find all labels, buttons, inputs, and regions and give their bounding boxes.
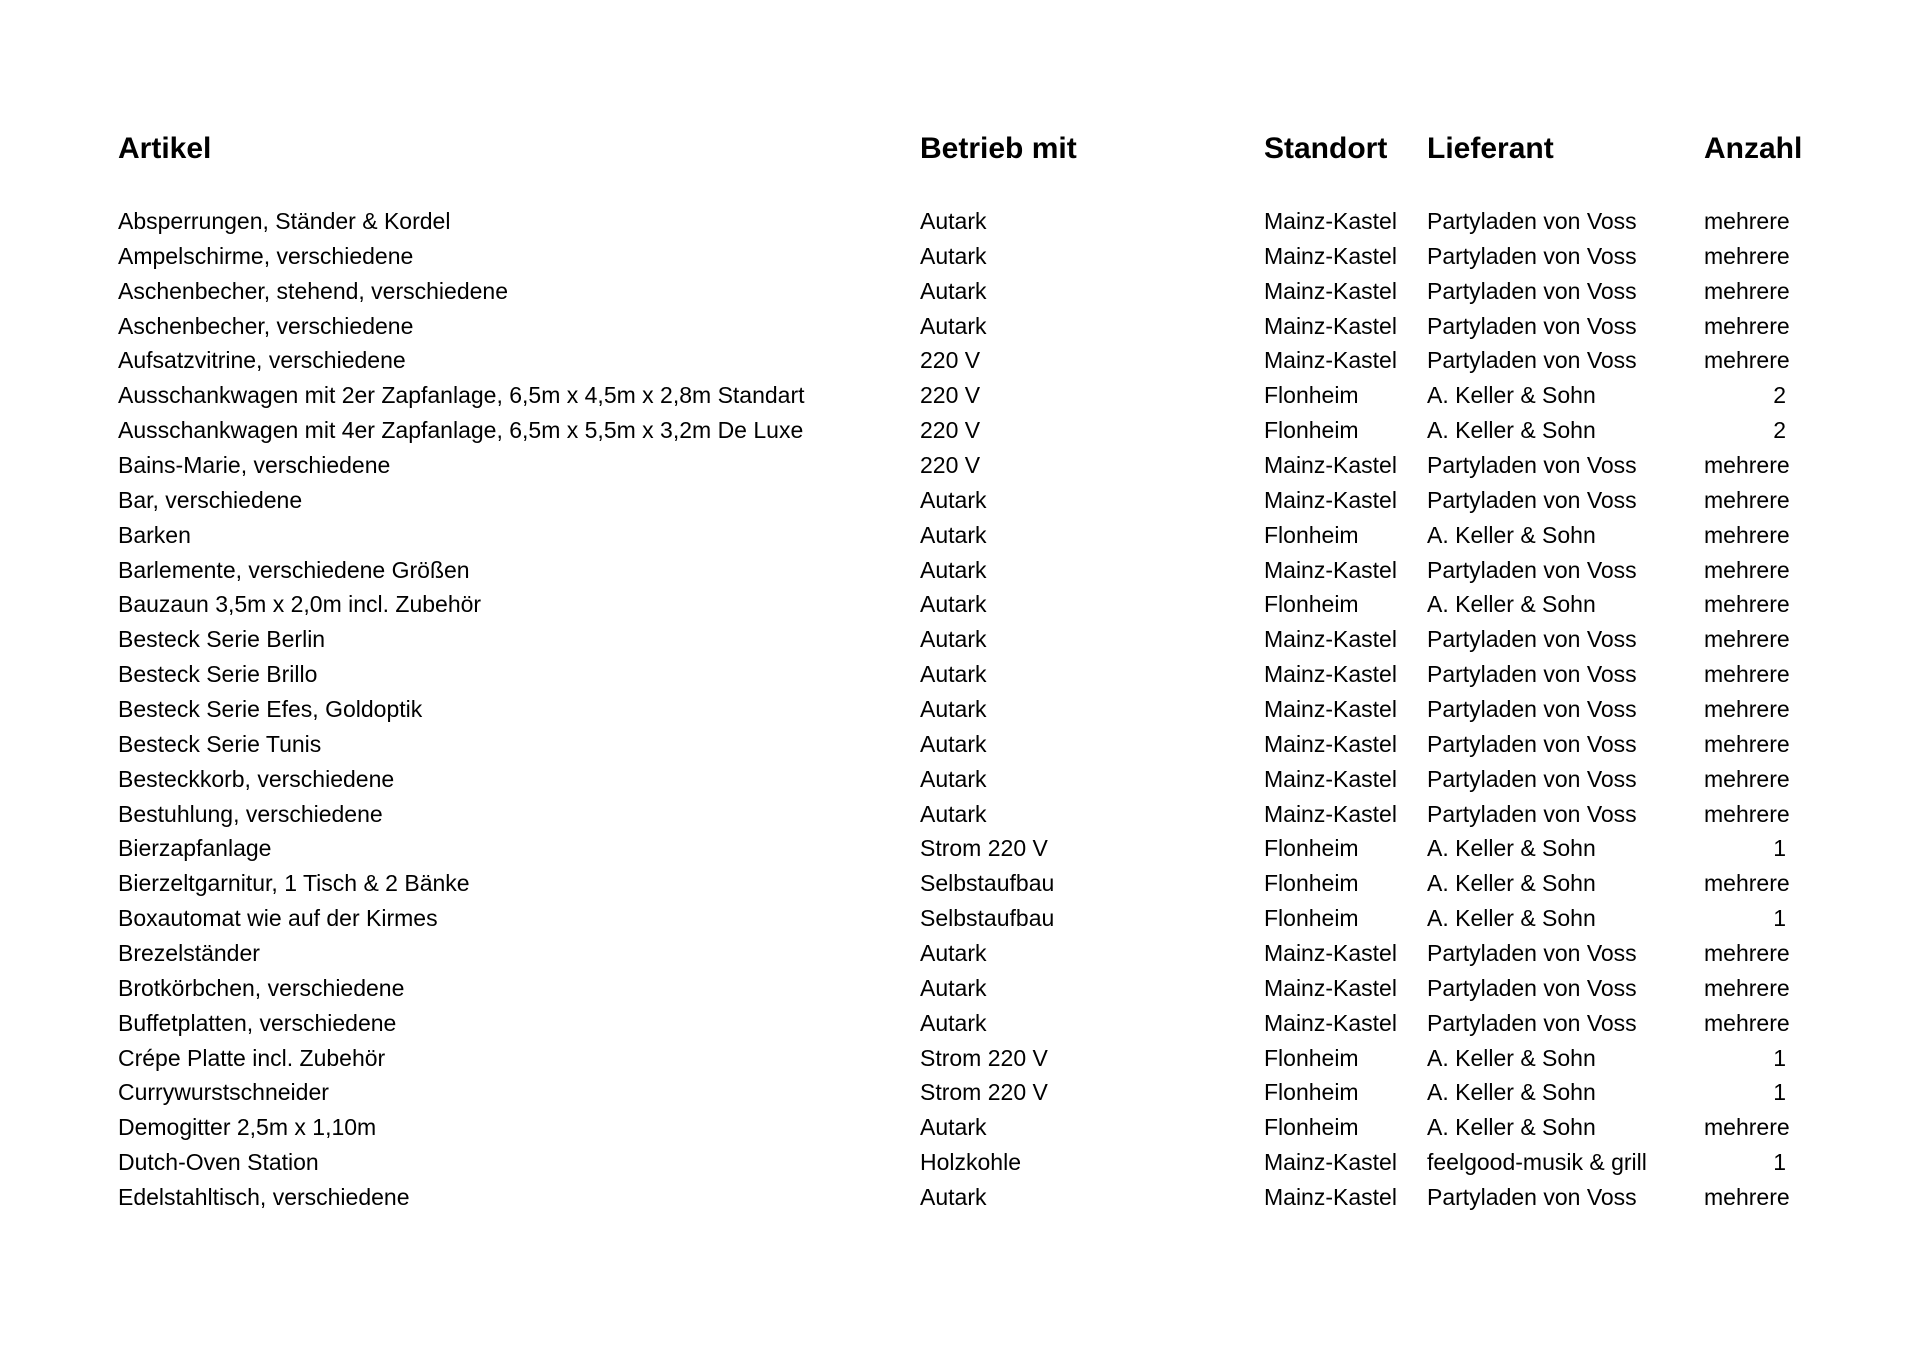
cell-standort: Mainz-Kastel bbox=[1264, 695, 1397, 722]
table-row bbox=[118, 1145, 1786, 1180]
cell-anzahl: mehrere bbox=[1704, 1114, 1790, 1141]
cell-betrieb-mit: Autark bbox=[920, 939, 987, 966]
cell-lieferant: A. Keller & Sohn bbox=[1427, 835, 1596, 862]
cell-standort: Mainz-Kastel bbox=[1264, 347, 1397, 374]
cell-standort: Mainz-Kastel bbox=[1264, 626, 1397, 653]
cell-standort: Mainz-Kastel bbox=[1264, 242, 1397, 269]
table-row bbox=[118, 1006, 1790, 1041]
cell-lieferant: Partyladen von Voss bbox=[1427, 486, 1637, 513]
cell-lieferant: feelgood-musik & grill bbox=[1427, 1149, 1647, 1176]
cell-betrieb-mit: Autark bbox=[920, 521, 987, 548]
cell-artikel: Dutch-Oven Station bbox=[118, 1149, 319, 1176]
cell-betrieb-mit: Selbstaufbau bbox=[920, 905, 1055, 932]
cell-lieferant: Partyladen von Voss bbox=[1427, 207, 1637, 234]
column-header-artikel: Artikel bbox=[118, 132, 212, 165]
cell-standort: Mainz-Kastel bbox=[1264, 765, 1397, 792]
cell-anzahl: mehrere bbox=[1704, 870, 1790, 897]
cell-betrieb-mit: 220 V bbox=[920, 382, 981, 409]
table-row bbox=[118, 553, 1790, 588]
table-row bbox=[118, 866, 1790, 901]
cell-lieferant: Partyladen von Voss bbox=[1427, 730, 1637, 757]
cell-lieferant: Partyladen von Voss bbox=[1427, 312, 1637, 339]
cell-betrieb-mit: Autark bbox=[920, 1183, 987, 1210]
cell-artikel: Besteck Serie Brillo bbox=[118, 661, 318, 688]
table-row bbox=[118, 1075, 1786, 1110]
cell-anzahl: 2 bbox=[1773, 417, 1786, 444]
cell-anzahl: mehrere bbox=[1704, 312, 1790, 339]
cell-lieferant: Partyladen von Voss bbox=[1427, 451, 1637, 478]
cell-anzahl: mehrere bbox=[1704, 486, 1790, 513]
cell-anzahl: mehrere bbox=[1704, 451, 1790, 478]
cell-lieferant: A. Keller & Sohn bbox=[1427, 417, 1596, 444]
table-row bbox=[118, 901, 1786, 936]
table-row bbox=[118, 448, 1790, 483]
cell-betrieb-mit: Holzkohle bbox=[920, 1149, 1021, 1176]
table-header bbox=[118, 126, 1803, 172]
table-row bbox=[118, 239, 1790, 274]
table-row bbox=[118, 274, 1790, 309]
cell-betrieb-mit: Autark bbox=[920, 207, 987, 234]
cell-artikel: Besteck Serie Tunis bbox=[118, 730, 322, 757]
cell-artikel: Besteckkorb, verschiedene bbox=[118, 765, 395, 792]
cell-betrieb-mit: Autark bbox=[920, 800, 987, 827]
cell-anzahl: mehrere bbox=[1704, 1009, 1790, 1036]
cell-artikel: Edelstahltisch, verschiedene bbox=[118, 1183, 410, 1210]
cell-lieferant: A. Keller & Sohn bbox=[1427, 382, 1596, 409]
cell-lieferant: A. Keller & Sohn bbox=[1427, 870, 1596, 897]
cell-betrieb-mit: Autark bbox=[920, 556, 987, 583]
cell-betrieb-mit: Autark bbox=[920, 765, 987, 792]
cell-lieferant: A. Keller & Sohn bbox=[1427, 1114, 1596, 1141]
cell-anzahl: 1 bbox=[1773, 1149, 1786, 1176]
column-header-anzahl: Anzahl bbox=[1704, 132, 1803, 165]
cell-artikel: Besteck Serie Efes, Goldoptik bbox=[118, 695, 423, 722]
cell-artikel: Aufsatzvitrine, verschiedene bbox=[118, 347, 406, 374]
cell-lieferant: Partyladen von Voss bbox=[1427, 626, 1637, 653]
cell-lieferant: Partyladen von Voss bbox=[1427, 800, 1637, 827]
cell-artikel: Brotkörbchen, verschiedene bbox=[118, 974, 405, 1001]
cell-standort: Mainz-Kastel bbox=[1264, 800, 1397, 827]
cell-artikel: Barlemente, verschiedene Größen bbox=[118, 556, 470, 583]
cell-betrieb-mit: Selbstaufbau bbox=[920, 870, 1055, 897]
cell-anzahl: mehrere bbox=[1704, 277, 1790, 304]
cell-betrieb-mit: Strom 220 V bbox=[920, 835, 1048, 862]
cell-artikel: Aschenbecher, stehend, verschiedene bbox=[118, 277, 508, 304]
table-body bbox=[118, 204, 1790, 1215]
cell-lieferant: Partyladen von Voss bbox=[1427, 1183, 1637, 1210]
cell-standort: Mainz-Kastel bbox=[1264, 556, 1397, 583]
cell-anzahl: 2 bbox=[1773, 382, 1786, 409]
cell-artikel: Bauzaun 3,5m x 2,0m incl. Zubehör bbox=[118, 591, 482, 618]
cell-anzahl: mehrere bbox=[1704, 730, 1790, 757]
cell-lieferant: A. Keller & Sohn bbox=[1427, 905, 1596, 932]
cell-artikel: Bierzeltgarnitur, 1 Tisch & 2 Bänke bbox=[118, 870, 470, 897]
cell-betrieb-mit: Autark bbox=[920, 974, 987, 1001]
cell-standort: Flonheim bbox=[1264, 417, 1359, 444]
table-row bbox=[118, 413, 1786, 448]
column-header-betrieb-mit: Betrieb mit bbox=[920, 132, 1077, 165]
cell-standort: Mainz-Kastel bbox=[1264, 974, 1397, 1001]
table-row bbox=[118, 343, 1790, 378]
cell-artikel: Barken bbox=[118, 521, 191, 548]
cell-anzahl: mehrere bbox=[1704, 939, 1790, 966]
cell-anzahl: 1 bbox=[1773, 905, 1786, 932]
cell-betrieb-mit: 220 V bbox=[920, 347, 981, 374]
cell-standort: Mainz-Kastel bbox=[1264, 207, 1397, 234]
cell-anzahl: 1 bbox=[1773, 1044, 1786, 1071]
cell-betrieb-mit: Autark bbox=[920, 730, 987, 757]
table-row bbox=[118, 622, 1790, 657]
table-row bbox=[118, 1180, 1790, 1215]
cell-betrieb-mit: Autark bbox=[920, 626, 987, 653]
cell-standort: Mainz-Kastel bbox=[1264, 277, 1397, 304]
cell-artikel: Ausschankwagen mit 2er Zapfanlage, 6,5m x 4,5m x 2,8m Standart bbox=[118, 382, 805, 409]
cell-anzahl: mehrere bbox=[1704, 800, 1790, 827]
cell-anzahl: 1 bbox=[1773, 1079, 1786, 1106]
cell-lieferant: Partyladen von Voss bbox=[1427, 277, 1637, 304]
table-row bbox=[118, 971, 1790, 1006]
cell-betrieb-mit: Autark bbox=[920, 695, 987, 722]
cell-lieferant: Partyladen von Voss bbox=[1427, 1009, 1637, 1036]
cell-lieferant: Partyladen von Voss bbox=[1427, 242, 1637, 269]
cell-anzahl: mehrere bbox=[1704, 1183, 1790, 1210]
cell-betrieb-mit: Autark bbox=[920, 661, 987, 688]
cell-standort: Flonheim bbox=[1264, 1114, 1359, 1141]
table-row bbox=[118, 483, 1790, 518]
cell-standort: Mainz-Kastel bbox=[1264, 1149, 1397, 1176]
cell-anzahl: mehrere bbox=[1704, 347, 1790, 374]
table-row bbox=[118, 797, 1790, 832]
cell-artikel: Bains-Marie, verschiedene bbox=[118, 451, 391, 478]
table-row bbox=[118, 378, 1786, 413]
table-row bbox=[118, 831, 1786, 866]
cell-standort: Flonheim bbox=[1264, 591, 1359, 618]
cell-artikel: Currywurstschneider bbox=[118, 1079, 329, 1106]
cell-betrieb-mit: Autark bbox=[920, 486, 987, 513]
cell-betrieb-mit: Autark bbox=[920, 591, 987, 618]
cell-betrieb-mit: Autark bbox=[920, 312, 987, 339]
cell-artikel: Bar, verschiedene bbox=[118, 486, 303, 513]
cell-standort: Mainz-Kastel bbox=[1264, 730, 1397, 757]
cell-standort: Mainz-Kastel bbox=[1264, 1009, 1397, 1036]
cell-lieferant: Partyladen von Voss bbox=[1427, 939, 1637, 966]
column-header-standort: Standort bbox=[1264, 132, 1388, 165]
cell-standort: Flonheim bbox=[1264, 905, 1359, 932]
cell-anzahl: mehrere bbox=[1704, 521, 1790, 548]
table-row bbox=[118, 587, 1790, 622]
cell-lieferant: Partyladen von Voss bbox=[1427, 347, 1637, 374]
cell-standort: Flonheim bbox=[1264, 382, 1359, 409]
table-row bbox=[118, 657, 1790, 692]
cell-artikel: Aschenbecher, verschiedene bbox=[118, 312, 414, 339]
cell-anzahl: mehrere bbox=[1704, 765, 1790, 792]
cell-standort: Flonheim bbox=[1264, 870, 1359, 897]
cell-anzahl: 1 bbox=[1773, 835, 1786, 862]
cell-betrieb-mit: Autark bbox=[920, 1114, 987, 1141]
cell-artikel: Ampelschirme, verschiedene bbox=[118, 242, 414, 269]
cell-anzahl: mehrere bbox=[1704, 242, 1790, 269]
cell-lieferant: Partyladen von Voss bbox=[1427, 556, 1637, 583]
column-header-lieferant: Lieferant bbox=[1427, 132, 1554, 165]
cell-lieferant: Partyladen von Voss bbox=[1427, 765, 1637, 792]
cell-standort: Flonheim bbox=[1264, 835, 1359, 862]
table-row bbox=[118, 309, 1790, 344]
cell-betrieb-mit: Strom 220 V bbox=[920, 1079, 1048, 1106]
cell-anzahl: mehrere bbox=[1704, 556, 1790, 583]
table-row bbox=[118, 1110, 1790, 1145]
cell-lieferant: A. Keller & Sohn bbox=[1427, 591, 1596, 618]
cell-standort: Mainz-Kastel bbox=[1264, 451, 1397, 478]
cell-anzahl: mehrere bbox=[1704, 626, 1790, 653]
cell-anzahl: mehrere bbox=[1704, 695, 1790, 722]
cell-anzahl: mehrere bbox=[1704, 974, 1790, 1001]
cell-standort: Flonheim bbox=[1264, 1044, 1359, 1071]
cell-betrieb-mit: 220 V bbox=[920, 451, 981, 478]
cell-artikel: Boxautomat wie auf der Kirmes bbox=[118, 905, 438, 932]
cell-anzahl: mehrere bbox=[1704, 661, 1790, 688]
table-row bbox=[118, 936, 1790, 971]
cell-betrieb-mit: 220 V bbox=[920, 417, 981, 444]
cell-artikel: Demogitter 2,5m x 1,10m bbox=[118, 1114, 377, 1141]
cell-artikel: Absperrungen, Ständer & Kordel bbox=[118, 207, 451, 234]
cell-artikel: Besteck Serie Berlin bbox=[118, 626, 326, 653]
cell-anzahl: mehrere bbox=[1704, 591, 1790, 618]
cell-anzahl: mehrere bbox=[1704, 207, 1790, 234]
cell-betrieb-mit: Autark bbox=[920, 242, 987, 269]
cell-artikel: Bierzapfanlage bbox=[118, 835, 272, 862]
table-row bbox=[118, 727, 1790, 762]
cell-lieferant: Partyladen von Voss bbox=[1427, 661, 1637, 688]
cell-standort: Flonheim bbox=[1264, 521, 1359, 548]
cell-standort: Mainz-Kastel bbox=[1264, 939, 1397, 966]
cell-standort: Mainz-Kastel bbox=[1264, 312, 1397, 339]
cell-artikel: Bestuhlung, verschiedene bbox=[118, 800, 383, 827]
cell-lieferant: Partyladen von Voss bbox=[1427, 974, 1637, 1001]
cell-standort: Mainz-Kastel bbox=[1264, 486, 1397, 513]
cell-betrieb-mit: Strom 220 V bbox=[920, 1044, 1048, 1071]
table-row bbox=[118, 518, 1790, 553]
cell-betrieb-mit: Autark bbox=[920, 1009, 987, 1036]
table-row bbox=[118, 204, 1790, 239]
table-row bbox=[118, 762, 1790, 797]
cell-artikel: Buffetplatten, verschiedene bbox=[118, 1009, 397, 1036]
cell-artikel: Brezelständer bbox=[118, 939, 260, 966]
cell-standort: Mainz-Kastel bbox=[1264, 1183, 1397, 1210]
cell-lieferant: A. Keller & Sohn bbox=[1427, 521, 1596, 548]
cell-artikel: Crépe Platte incl. Zubehör bbox=[118, 1044, 386, 1071]
cell-betrieb-mit: Autark bbox=[920, 277, 987, 304]
cell-lieferant: Partyladen von Voss bbox=[1427, 695, 1637, 722]
table-row bbox=[118, 1041, 1786, 1076]
table-row bbox=[118, 692, 1790, 727]
cell-standort: Flonheim bbox=[1264, 1079, 1359, 1106]
cell-artikel: Ausschankwagen mit 4er Zapfanlage, 6,5m x 5,5m x 3,2m De Luxe bbox=[118, 417, 804, 444]
cell-standort: Mainz-Kastel bbox=[1264, 661, 1397, 688]
cell-lieferant: A. Keller & Sohn bbox=[1427, 1079, 1596, 1106]
cell-lieferant: A. Keller & Sohn bbox=[1427, 1044, 1596, 1071]
